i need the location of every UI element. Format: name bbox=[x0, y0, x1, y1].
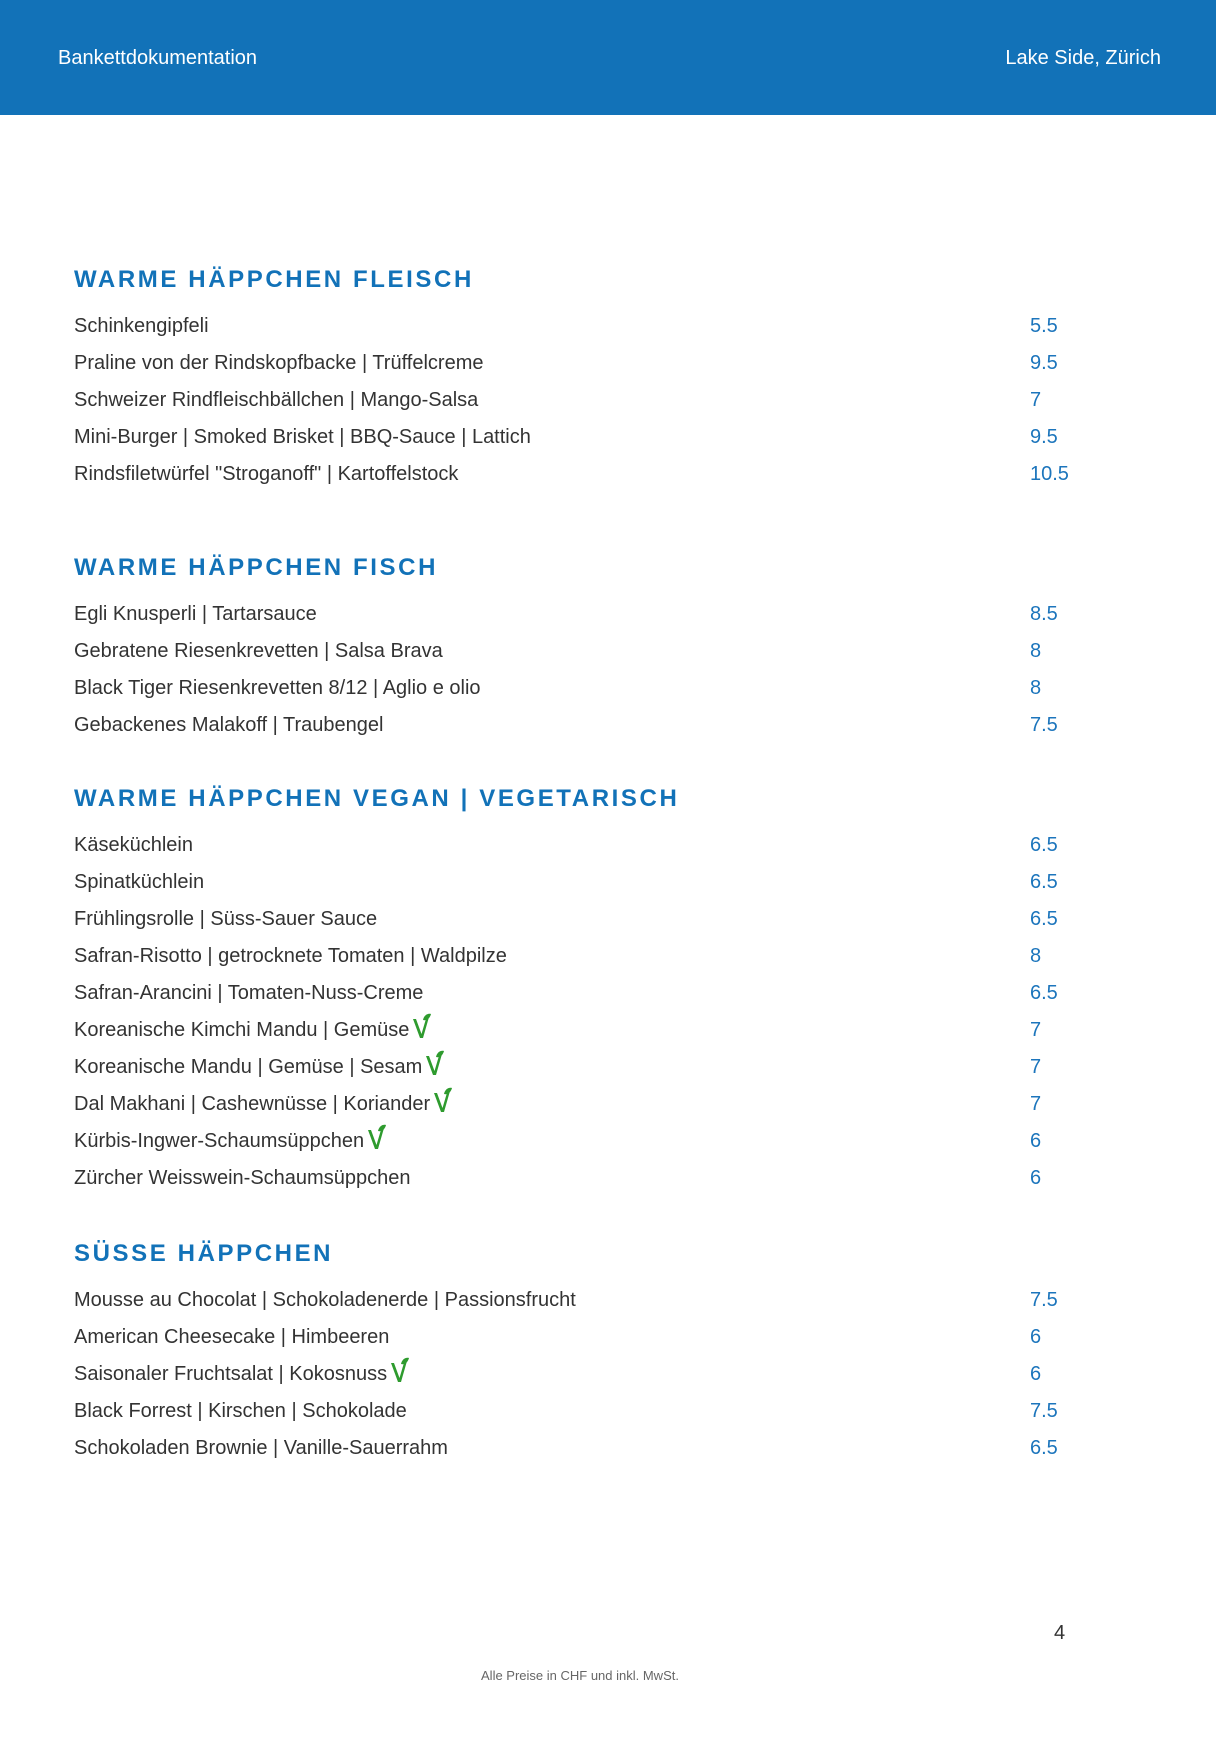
menu-item bbox=[74, 1123, 1134, 1160]
item-price: 6.5 bbox=[1030, 1437, 1058, 1459]
vegan-icon bbox=[388, 1357, 410, 1385]
item-price: 8.5 bbox=[1030, 603, 1058, 625]
menu-item bbox=[74, 1430, 1134, 1467]
menu-item bbox=[74, 1049, 1134, 1086]
menu-item bbox=[74, 308, 1134, 345]
menu-item bbox=[74, 1086, 1134, 1123]
item-price: 8 bbox=[1030, 677, 1042, 699]
menu-section bbox=[74, 262, 1134, 493]
menu-item bbox=[74, 596, 1134, 633]
item-price: 8 bbox=[1030, 640, 1042, 662]
item-name: Mousse au Chocolat | Schokoladenerde | Passionsfrucht bbox=[74, 1289, 576, 1311]
item-price: 9.5 bbox=[1030, 352, 1058, 374]
item-name: Mini-Burger | Smoked Brisket | BBQ-Sauce | Lattich bbox=[74, 426, 531, 448]
section-title: WARME HÄPPCHEN FLEISCH bbox=[74, 266, 474, 293]
menu-content bbox=[74, 262, 1134, 1467]
menu-item bbox=[74, 864, 1134, 901]
menu-item bbox=[74, 938, 1134, 975]
item-price: 6.5 bbox=[1030, 834, 1058, 856]
menu-section bbox=[74, 550, 1134, 744]
menu-item bbox=[74, 1160, 1134, 1197]
menu-item bbox=[74, 1356, 1134, 1393]
menu-item bbox=[74, 419, 1134, 456]
item-price: 7 bbox=[1030, 1093, 1042, 1115]
menu-section bbox=[74, 1236, 1134, 1467]
item-name: Frühlingsrolle | Süss-Sauer Sauce bbox=[74, 908, 378, 930]
vegan-icon bbox=[410, 1013, 432, 1041]
item-name: Spinatküchlein bbox=[74, 871, 205, 893]
menu-item bbox=[74, 1012, 1134, 1049]
menu-item bbox=[74, 827, 1134, 864]
item-name: Black Forrest | Kirschen | Schokolade bbox=[74, 1400, 407, 1422]
item-price: 6.5 bbox=[1030, 871, 1058, 893]
item-price: 6.5 bbox=[1030, 982, 1058, 1004]
menu-item bbox=[74, 670, 1134, 707]
venue-name: Lake Side, Zürich bbox=[1005, 47, 1161, 69]
item-name: Safran-Risotto | getrocknete Tomaten | Waldpilze bbox=[74, 945, 507, 967]
item-name: American Cheesecake | Himbeeren bbox=[74, 1326, 390, 1348]
menu-item bbox=[74, 975, 1134, 1012]
item-price: 5.5 bbox=[1030, 315, 1058, 337]
item-name: Koreanische Kimchi Mandu | Gemüse bbox=[74, 1019, 410, 1041]
item-price: 7.5 bbox=[1030, 1400, 1058, 1422]
item-name: Gebratene Riesenkrevetten | Salsa Brava bbox=[74, 640, 443, 662]
section-title: SÜSSE HÄPPCHEN bbox=[74, 1240, 334, 1267]
section-title: WARME HÄPPCHEN FISCH bbox=[74, 554, 439, 581]
menu-item bbox=[74, 707, 1134, 744]
item-price: 7 bbox=[1030, 1019, 1042, 1041]
item-name: Schinkengipfeli bbox=[74, 315, 209, 337]
item-price: 7 bbox=[1030, 389, 1042, 411]
item-price: 6 bbox=[1030, 1130, 1042, 1152]
item-price: 7.5 bbox=[1030, 714, 1058, 736]
item-price: 6.5 bbox=[1030, 908, 1058, 930]
item-name: Rindsfiletwürfel "Stroganoff" | Kartoffelstock bbox=[74, 463, 459, 485]
menu-item bbox=[74, 1393, 1134, 1430]
header-bar bbox=[0, 0, 1216, 115]
vegan-icon bbox=[423, 1050, 445, 1078]
footer-note: Alle Preise in CHF und inkl. MwSt. bbox=[481, 1668, 679, 1683]
vegan-icon bbox=[431, 1087, 453, 1115]
menu-item bbox=[74, 456, 1134, 493]
item-price: 10.5 bbox=[1030, 463, 1069, 485]
vegan-icon bbox=[365, 1124, 387, 1152]
item-price: 9.5 bbox=[1030, 426, 1058, 448]
document-title: Bankettdokumentation bbox=[58, 47, 258, 69]
item-name: Dal Makhani | Cashewnüsse | Koriander bbox=[74, 1093, 431, 1115]
menu-item bbox=[74, 633, 1134, 670]
menu-item bbox=[74, 1282, 1134, 1319]
item-name: Kürbis-Ingwer-Schaumsüppchen bbox=[74, 1130, 365, 1152]
page-number: 4 bbox=[1054, 1622, 1066, 1644]
item-name: Käseküchlein bbox=[74, 834, 193, 856]
item-price: 8 bbox=[1030, 945, 1042, 967]
item-name: Black Tiger Riesenkrevetten 8/12 | Aglio e olio bbox=[74, 677, 481, 699]
menu-item bbox=[74, 345, 1134, 382]
item-name: Schokoladen Brownie | Vanille-Sauerrahm bbox=[74, 1437, 448, 1459]
menu-item bbox=[74, 901, 1134, 938]
item-price: 7.5 bbox=[1030, 1289, 1058, 1311]
menu-section bbox=[74, 781, 1134, 1197]
item-name: Egli Knusperli | Tartarsauce bbox=[74, 603, 317, 625]
item-price: 6 bbox=[1030, 1326, 1042, 1348]
item-name: Praline von der Rindskopfbacke | Trüffelcreme bbox=[74, 352, 484, 374]
item-price: 7 bbox=[1030, 1056, 1042, 1078]
item-name: Safran-Arancini | Tomaten-Nuss-Creme bbox=[74, 982, 424, 1004]
item-name: Koreanische Mandu | Gemüse | Sesam bbox=[74, 1056, 423, 1078]
menu-item bbox=[74, 382, 1134, 419]
item-name: Gebackenes Malakoff | Traubengel bbox=[74, 714, 384, 736]
item-name: Saisonaler Fruchtsalat | Kokosnuss bbox=[74, 1363, 388, 1385]
item-name: Zürcher Weisswein-Schaumsüppchen bbox=[74, 1167, 411, 1189]
item-price: 6 bbox=[1030, 1363, 1042, 1385]
item-price: 6 bbox=[1030, 1167, 1042, 1189]
item-name: Schweizer Rindfleischbällchen | Mango-Salsa bbox=[74, 389, 479, 411]
section-title: WARME HÄPPCHEN VEGAN | VEGETARISCH bbox=[74, 785, 680, 812]
menu-item bbox=[74, 1319, 1134, 1356]
